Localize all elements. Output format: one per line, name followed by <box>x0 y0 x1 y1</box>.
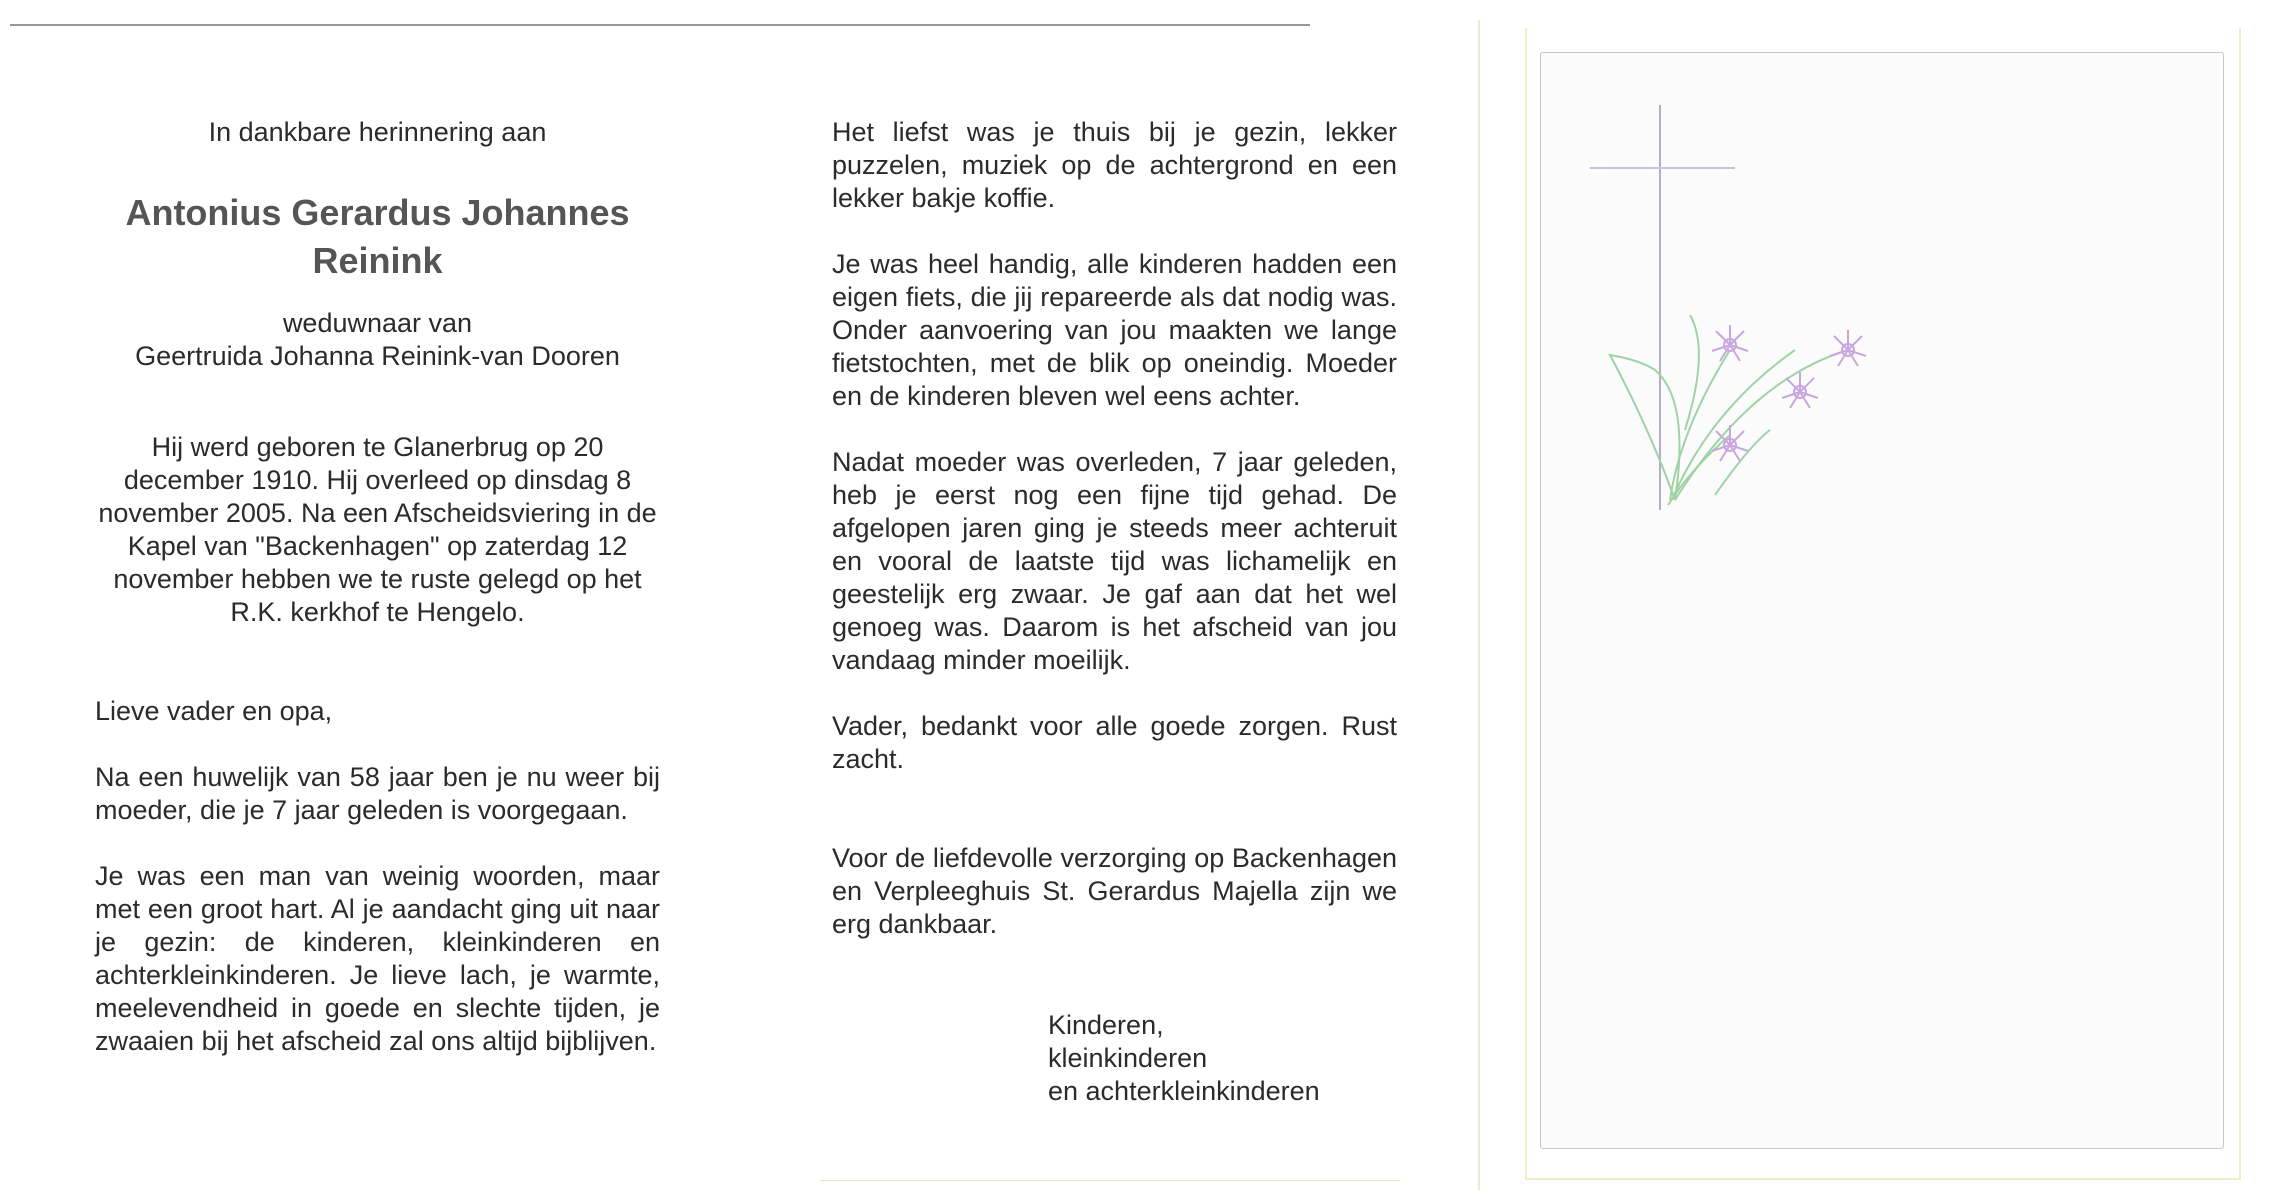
left-paragraph-2: Je was een man van weinig woorden, maar met een groot hart. Al je aandacht ging uit naar je gezin: de kinderen, kleinkinderen en achterkleinkinderen. Je lieve lach, je warmte, meelevendheid in goede en slechte tijden, je zwaaien bij het afscheid zal ons altijd bijblijven. <box>95 861 660 1056</box>
left-paragraph-1: Na een huwelijk van 58 jaar ben je nu weer bij moeder, die je 7 jaar geleden is voorgegaan. <box>95 762 660 825</box>
top-border-line <box>10 24 1310 26</box>
biography-text: Hij werd geboren te Glanerbrug op 20 december 1910. Hij overleed op dinsdag 8 november 2005. Na een Afscheidsviering in de Kapel van "Backenhagen" op zaterdag 12 november hebben we te ruste gelegd op het R.K. kerkhof te Hengelo. <box>98 432 657 627</box>
right-paragraph-4: Vader, bedankt voor alle goede zorgen. Rust zacht. <box>832 711 1397 774</box>
name-line-1: Antonius Gerardus Johannes <box>125 192 630 233</box>
signature-block <box>1048 1009 1320 1108</box>
right-paragraph-5: Voor de liefdevolle verzorging op Backenhagen en Verpleeghuis St. Gerardus Majella zijn we erg dankbaar. <box>832 843 1397 939</box>
name-line-2: Reinink <box>312 240 443 281</box>
flower-icon <box>1610 315 1866 505</box>
spouse-name: Geertruida Johanna Reinink-van Dooren <box>135 341 620 371</box>
cross-flower-ornament <box>1580 100 1900 520</box>
left-column <box>95 116 660 1058</box>
right-paragraph-3: Nadat moeder was overleden, 7 jaar geleden, heb je eerst nog een fijne tijd gehad. De afgelopen jaren ging je steeds meer achteruit en vooral de laatste tijd was lichamelijk en geestelijk erg zwaar. Je gaf aan dat het wel genoeg was. Daarom is het afscheid van jou vandaag minder moeilijk. <box>832 447 1397 675</box>
sign-line-3: en achterkleinkinderen <box>1048 1076 1320 1106</box>
intro-text: In dankbare herinnering aan <box>208 117 547 147</box>
right-paragraph-1: Het liefst was je thuis bij je gezin, lekker puzzelen, muziek op de achtergrond en een lekker bakje koffie. <box>832 117 1397 213</box>
right-paragraph-2: Je was heel handig, alle kinderen hadden een eigen fiets, die jij repareerde als dat nodig was. Onder aanvoering van jou maakten we lange fietstochten, met de blik op oneindig. Moeder en de kinderen bleven wel eens achter. <box>832 249 1397 411</box>
bottom-border-line <box>820 1180 1400 1181</box>
right-column <box>832 116 1397 941</box>
sign-line-1: Kinderen, <box>1048 1010 1164 1040</box>
sign-line-2: kleinkinderen <box>1048 1043 1208 1073</box>
widower-label: weduwnaar van <box>282 308 473 338</box>
card-fold <box>1478 20 1480 1190</box>
greeting-text: Lieve vader en opa, <box>95 696 333 726</box>
